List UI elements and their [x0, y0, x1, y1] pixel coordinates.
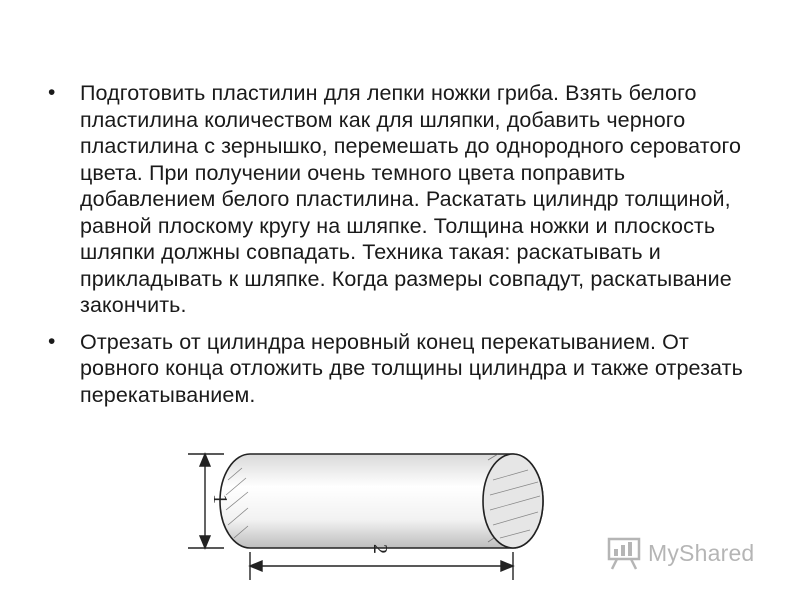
bullet-item-1	[46, 80, 766, 319]
watermark	[606, 533, 776, 573]
bullet-marker: •	[48, 81, 56, 104]
bullet-text-1: Подготовить пластилин для лепки ножки гриба. Взять белого пластилина количеством как для шляпки, добавить черного пластилина с зернышко, перемешать до однородного сероватого цвета. При получении очень темного цвета поправить добавлением белого пластилина. Раскатать цилиндр толщиной, равной плоскому кругу на шляпке. Толщина ножки и плоскость шляпки должны совпадать. Техника такая: раскатывать и прикладывать к шляпке. Когда размеры совпадут, раскатывание закончить.	[80, 81, 742, 317]
bullet-list	[46, 80, 766, 418]
bullet-item-2	[46, 329, 766, 409]
cylinder-end-cap	[483, 454, 543, 548]
length-dimension	[250, 552, 513, 580]
bullet-text-2: Отрезать от цилиндра неровный конец перекатыванием. От ровного конца отложить две толщины цилиндра и также отрезать перекатыванием.	[80, 329, 743, 407]
presentation-board-icon	[606, 535, 642, 571]
length-label: 2	[369, 544, 391, 554]
cylinder-drawing	[188, 440, 568, 590]
watermark-text: MyShared	[648, 539, 755, 566]
bullet-marker: •	[48, 329, 56, 353]
height-label: 1	[209, 494, 231, 504]
